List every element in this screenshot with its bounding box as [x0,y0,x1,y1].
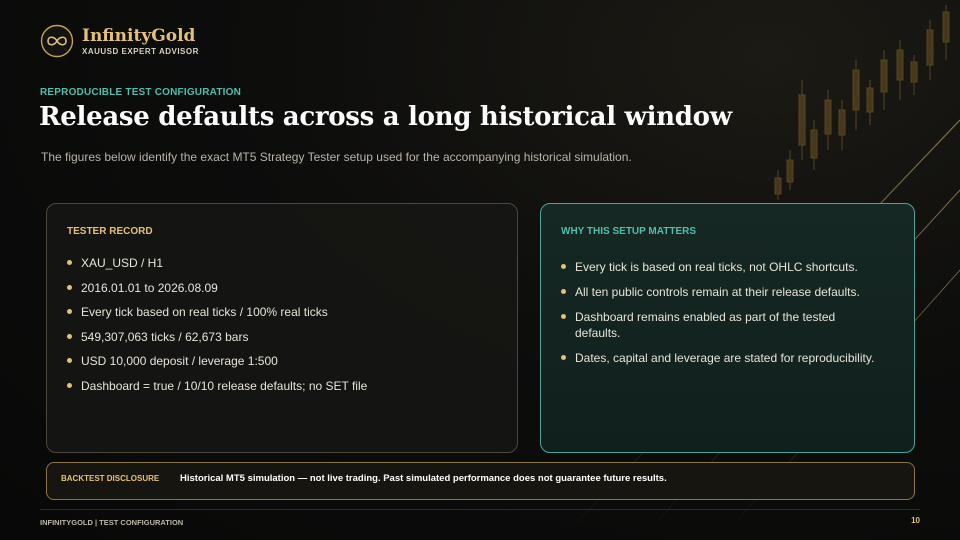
bullet-icon [561,264,566,269]
page-title: Release defaults across a long historical window [39,102,732,132]
list-item-text: 549,307,063 ticks / 62,673 bars [81,329,249,344]
list-item [67,280,367,296]
tester-record-card [46,203,518,453]
brand-name: InfinityGold [82,26,196,46]
tester-record-title: TESTER RECORD [67,226,153,237]
footer-text: INFINITYGOLD | TEST CONFIGURATION [40,518,184,527]
backtest-disclosure-banner [46,462,915,500]
bullet-icon [67,334,72,339]
bullet-icon [67,260,72,265]
bullet-icon [67,309,72,314]
footer-divider [40,509,920,510]
list-item [561,350,875,366]
bullet-icon [67,383,72,388]
why-setup-list [561,259,875,375]
list-item-text: Every tick based on real ticks / 100% real ticks [81,305,328,320]
list-item [561,309,875,341]
section-eyebrow: REPRODUCIBLE TEST CONFIGURATION [40,87,242,98]
why-setup-card [540,203,915,453]
list-item-text: Dashboard remains enabled as part of the tested defaults. [575,310,836,340]
why-setup-title: WHY THIS SETUP MATTERS [561,226,697,237]
list-item [67,329,367,345]
list-item-text: Every tick is based on real ticks, not OHLC shortcuts. [575,260,858,274]
brand-header [40,24,199,58]
list-item [67,304,367,320]
list-item-text: 2016.01.01 to 2026.08.09 [81,280,218,295]
bullet-icon [67,358,72,363]
brand-tagline: XAUUSD EXPERT ADVISOR [82,47,199,56]
list-item-text: USD 10,000 deposit / leverage 1:500 [81,354,278,369]
disclosure-label: BACKTEST DISCLOSURE [61,474,160,483]
list-item-text: XAU_USD / H1 [81,256,164,270]
bullet-icon [67,285,72,290]
bullet-icon [561,289,566,294]
list-item [67,378,367,394]
list-item [561,259,875,275]
list-item-text: Dashboard = true / 10/10 release defaults; no SET file [81,378,368,393]
list-item [561,284,875,300]
list-item-text: Dates, capital and leverage are stated for reproducibility. [575,351,875,365]
list-item-text: All ten public controls remain at their release defaults. [575,285,860,299]
bullet-icon [561,355,566,360]
disclosure-text: Historical MT5 simulation — not live trading. Past simulated performance does not guarantee future results. [180,473,667,484]
list-item [67,255,367,271]
tester-record-list [67,255,367,403]
bullet-icon [561,314,566,319]
list-item [67,353,367,369]
intro-text: The figures below identify the exact MT5 Strategy Tester setup used for the accompanying historical simulation. [41,150,632,164]
page-number: 10 [911,516,920,525]
infinity-logo-icon [40,24,74,58]
candlesticks [775,5,949,200]
